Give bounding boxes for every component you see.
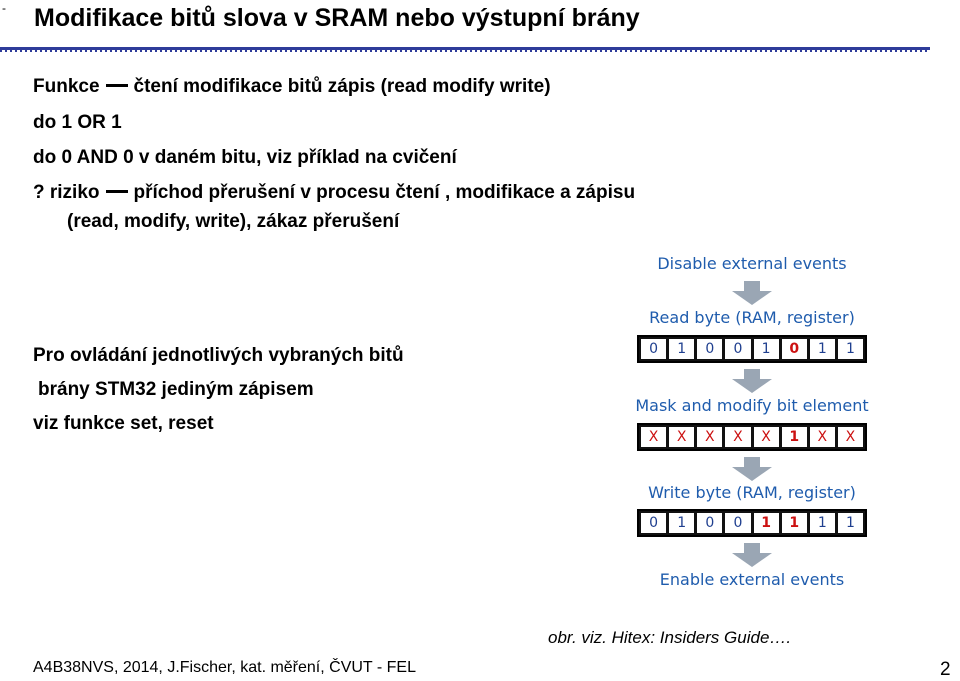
- bit-cell: 0: [725, 339, 750, 359]
- line-functions-set-reset: viz funkce set, reset: [33, 413, 214, 434]
- footer-text: A4B38NVS, 2014, J.Fischer, kat. měření, ČVUT - FEL: [33, 659, 416, 676]
- down-arrow-icon: [730, 543, 774, 567]
- bit-cell: 1: [754, 339, 779, 359]
- down-arrow-icon: [730, 457, 774, 481]
- line-functions: [33, 76, 551, 98]
- bit-cell: 1: [838, 513, 863, 533]
- dash-mark: [106, 190, 128, 193]
- down-arrow-icon: [730, 281, 774, 305]
- bit-cell: X: [669, 427, 694, 447]
- bit-cell: 1: [754, 513, 779, 533]
- line-functions-text: čtení modifikace bitů zápis (read modify write): [133, 76, 551, 97]
- bit-cell: 1: [838, 339, 863, 359]
- line-risk-text: příchod přerušení v procesu čtení , modifikace a zápisu: [133, 182, 636, 203]
- line-risk-label: ? riziko: [33, 182, 100, 203]
- bit-cell: 1: [810, 339, 835, 359]
- dash-mark: [106, 84, 128, 87]
- figure-caption: obr. viz. Hitex: Insiders Guide….: [548, 628, 792, 647]
- corner-mark: -: [2, 1, 6, 15]
- bit-cell: 0: [641, 339, 666, 359]
- bit-cell: X: [810, 427, 835, 447]
- down-arrow-icon: [730, 369, 774, 393]
- slide-title: Modifikace bitů slova v SRAM nebo výstupní brány: [34, 4, 640, 32]
- bit-cell: 1: [810, 513, 835, 533]
- bit-cell: 0: [725, 513, 750, 533]
- read-modify-write-diagram: [617, 241, 887, 598]
- bit-cell: 0: [641, 513, 666, 533]
- bit-cell: 1: [782, 513, 807, 533]
- bit-cell: X: [725, 427, 750, 447]
- title-underline-dotted: [0, 50, 930, 52]
- bit-cell: 1: [782, 427, 807, 447]
- step-mask-modify: Mask and modify bit element: [635, 396, 869, 415]
- bit-cell: X: [754, 427, 779, 447]
- line-control: Pro ovládání jednotlivých vybraných bitů: [33, 345, 404, 366]
- line-and: do 0 AND 0 v daném bitu, viz příklad na cvičení: [33, 147, 457, 168]
- bit-cell: X: [838, 427, 863, 447]
- bit-row-mask: [637, 423, 867, 451]
- bit-row-write: [637, 509, 867, 537]
- step-enable-events: Enable external events: [659, 570, 845, 589]
- bit-cell: 0: [697, 339, 722, 359]
- bit-cell: 0: [782, 339, 807, 359]
- page-number: 2: [940, 659, 951, 680]
- line-functions-label: Funkce: [33, 76, 100, 97]
- line-stm32: brány STM32 jediným zápisem: [38, 379, 314, 400]
- line-or: do 1 OR 1: [33, 112, 122, 133]
- line-risk-continued: (read, modify, write), zákaz přerušení: [67, 211, 400, 232]
- bit-cell: 0: [697, 513, 722, 533]
- step-write-byte: Write byte (RAM, register): [648, 483, 856, 502]
- line-risk: [33, 182, 635, 204]
- bit-cell: 1: [669, 513, 694, 533]
- bit-cell: 1: [669, 339, 694, 359]
- step-read-byte: Read byte (RAM, register): [649, 308, 855, 327]
- bit-cell: X: [641, 427, 666, 447]
- bit-cell: X: [697, 427, 722, 447]
- bit-row-read: [637, 335, 867, 363]
- step-disable-events: Disable external events: [657, 254, 847, 273]
